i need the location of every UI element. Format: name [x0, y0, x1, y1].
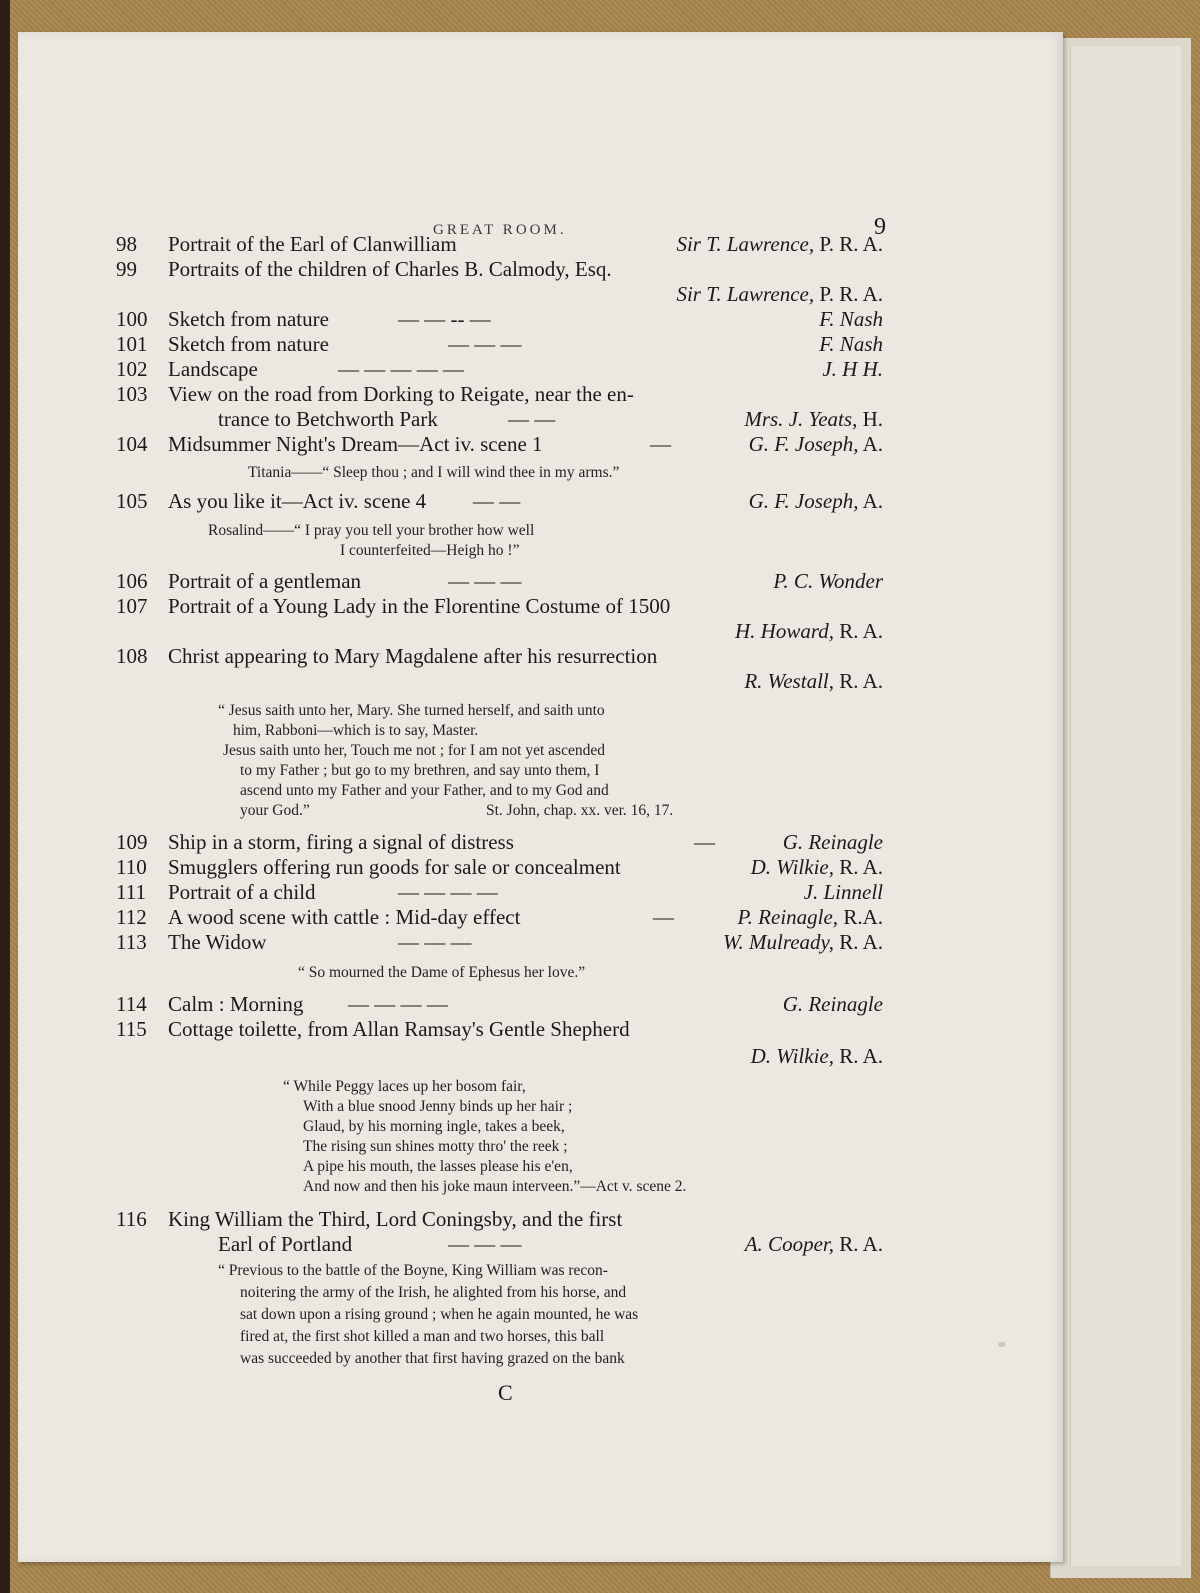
artist-suffix: A.	[862, 489, 883, 513]
entry-number: 99	[116, 257, 137, 281]
entry-number: 106	[116, 569, 148, 593]
leader-dashes: —	[650, 432, 671, 456]
entry-title: View on the road from Dorking to Reigate, near the en-	[168, 382, 634, 406]
entry-103-cont	[18, 407, 1063, 433]
entry-title: Portrait of a Young Lady in the Florentine Costume of 1500	[168, 594, 671, 618]
artist-name: P. Reinagle,	[737, 905, 839, 929]
artist-suffix: R. A.	[839, 1044, 883, 1068]
leader-dashes: —	[694, 830, 715, 854]
entry-number: 109	[116, 830, 148, 854]
entry-115-quote-line: With a blue snood Jenny binds up her hair ;	[303, 1098, 573, 1115]
artist-name: Sir T. Lawrence,	[676, 232, 815, 256]
entry-116-quote-line: fired at, the first shot killed a man and two horses, this ball	[240, 1328, 605, 1345]
leader-dashes: — — — — —	[338, 357, 464, 381]
book-page	[18, 32, 1063, 1562]
entry-title: Portrait of the Earl of Clanwilliam	[168, 232, 457, 256]
entry-108-citation: St. John, chap. xx. ver. 16, 17.	[486, 802, 674, 819]
entry-107	[18, 594, 1063, 620]
entry-113-quote: “ So mourned the Dame of Ephesus her love.”	[298, 964, 586, 981]
leader-dashes: — — — —	[398, 880, 498, 904]
entry-artist	[749, 489, 883, 514]
entry-116-cont	[18, 1232, 1063, 1258]
entry-number: 104	[116, 432, 148, 456]
entry-100	[18, 307, 1063, 333]
paper-stain	[998, 1342, 1006, 1347]
artist-name: D. Wilkie,	[750, 855, 834, 879]
entry-number: 115	[116, 1017, 147, 1041]
entry-title: Landscape	[168, 357, 258, 381]
entry-105-quote-line: I counterfeited—Heigh ho !”	[340, 542, 520, 559]
leader-dashes: —	[653, 905, 674, 929]
leader-dashes: — — — —	[348, 992, 448, 1016]
entry-title: Portrait of a child	[168, 880, 316, 904]
entry-number: 111	[116, 880, 146, 904]
entry-108-quote-line: “ Jesus saith unto her, Mary. She turned herself, and saith unto	[218, 702, 605, 719]
entry-artist	[804, 880, 883, 905]
artist-suffix: R.A.	[843, 905, 883, 929]
running-title: GREAT ROOM.	[433, 222, 567, 238]
entry-artist	[751, 855, 883, 880]
page-number: 9	[874, 214, 886, 240]
entry-title: As you like it—Act iv. scene 4	[168, 489, 427, 513]
leader-dashes: — — —	[448, 1232, 522, 1256]
artist-name: G. F. Joseph,	[748, 489, 859, 513]
entry-number: 113	[116, 930, 147, 954]
entry-111	[18, 880, 1063, 906]
artist-name: F. Nash	[819, 307, 883, 331]
entry-99	[18, 257, 1063, 283]
entry-105-quote-line: Rosalind——“ I pray you tell your brother how well	[208, 522, 535, 539]
entry-108-quote-line: ascend unto my Father and your Father, and to my God and	[240, 782, 609, 799]
entry-number: 103	[116, 382, 148, 406]
entry-title: Portrait of a gentleman	[168, 569, 362, 593]
entry-number: 112	[116, 905, 147, 929]
artist-suffix: R. A.	[839, 669, 883, 693]
entry-number: 116	[116, 1207, 147, 1231]
artist-name: G. Reinagle	[782, 830, 883, 854]
entry-116-quote-line: noitering the army of the Irish, he alighted from his horse, and	[240, 1284, 627, 1301]
entry-115-quote-line: The rising sun shines motty thro' the reek ;	[303, 1138, 568, 1155]
leader-dashes: — — —	[398, 930, 472, 954]
entry-artist	[773, 569, 883, 594]
entry-number: 98	[116, 232, 137, 256]
entry-112	[18, 905, 1063, 931]
entry-number: 105	[116, 489, 148, 513]
leader-dashes: — — —	[448, 569, 522, 593]
entry-108-quote-line: your God.”	[240, 802, 310, 819]
entry-102	[18, 357, 1063, 383]
entry-title: Smugglers offering run goods for sale or concealment	[168, 855, 621, 879]
entry-title-continuation: Earl of Portland	[218, 1232, 353, 1256]
entry-116-quote-line: “ Previous to the battle of the Boyne, King William was recon-	[218, 1262, 608, 1279]
entry-artist	[819, 332, 883, 357]
entry-artist	[744, 669, 883, 694]
artist-name: W. Mulready,	[722, 930, 834, 954]
artist-name: G. F. Joseph,	[748, 432, 859, 456]
entry-title-continuation: trance to Betchworth Park	[218, 407, 438, 431]
artist-suffix: R. A.	[839, 619, 883, 643]
entry-title: Christ appearing to Mary Magdalene after his resurrection	[168, 644, 658, 668]
entry-artist	[822, 357, 883, 382]
entry-title: Cottage toilette, from Allan Ramsay's Gentle Shepherd	[168, 1017, 630, 1041]
artist-name: H. Howard,	[735, 619, 834, 643]
entry-artist	[738, 905, 883, 930]
entry-110	[18, 855, 1063, 881]
underlying-page	[1070, 46, 1181, 1566]
entry-title: Calm : Morning	[168, 992, 304, 1016]
entry-105	[18, 489, 1063, 515]
entry-artist	[783, 992, 883, 1017]
leader-dashes: — —	[473, 489, 521, 513]
entry-title: Midsummer Night's Dream—Act iv. scene 1	[168, 432, 543, 456]
artist-name: G. Reinagle	[782, 992, 883, 1016]
entry-114	[18, 992, 1063, 1018]
entry-99-artist-line	[18, 282, 1063, 308]
entry-title: A wood scene with cattle : Mid-day effect	[168, 905, 521, 929]
entry-115-quote-line: Glaud, by his morning ingle, takes a beek,	[303, 1118, 565, 1135]
entry-artist	[783, 830, 883, 855]
artist-suffix: R. A.	[839, 855, 883, 879]
artist-name: A. Cooper,	[744, 1232, 834, 1256]
entry-number: 107	[116, 594, 148, 618]
entry-113	[18, 930, 1063, 956]
entry-number: 100	[116, 307, 148, 331]
entry-artist	[744, 407, 883, 432]
entry-108	[18, 644, 1063, 670]
entry-115-quote-line: “ While Peggy laces up her bosom fair,	[283, 1078, 526, 1095]
entry-number: 102	[116, 357, 148, 381]
entry-artist	[723, 930, 883, 955]
entry-number: 114	[116, 992, 147, 1016]
entry-104	[18, 432, 1063, 458]
entry-116	[18, 1207, 1063, 1233]
entry-108-quote-line: to my Father ; but go to my brethren, and say unto them, I	[240, 762, 600, 779]
artist-suffix: R. A.	[839, 930, 883, 954]
artist-suffix: A.	[862, 432, 883, 456]
entry-108-artist-line	[18, 669, 1063, 695]
entry-98	[18, 232, 1063, 258]
entry-title: Portraits of the children of Charles B. Calmody, Esq.	[168, 257, 612, 281]
artist-suffix: R. A.	[839, 1232, 883, 1256]
entry-103	[18, 382, 1063, 408]
artist-suffix: P. R. A.	[819, 282, 883, 306]
entry-number: 101	[116, 332, 148, 356]
entry-artist	[676, 282, 883, 307]
entry-101	[18, 332, 1063, 358]
artist-name: Sir T. Lawrence,	[676, 282, 815, 306]
entry-number: 108	[116, 644, 148, 668]
artist-name: J. Linnell	[803, 880, 883, 904]
entry-115-artist-line	[18, 1044, 1063, 1070]
leader-dashes: — — —	[448, 332, 522, 356]
entry-115	[18, 1017, 1063, 1043]
entry-artist	[751, 1044, 883, 1069]
entry-artist	[735, 619, 883, 644]
entry-106	[18, 569, 1063, 595]
artist-suffix: P. R. A.	[819, 232, 883, 256]
artist-name: D. Wilkie,	[750, 1044, 834, 1068]
leader-dashes: — — -- —	[398, 307, 491, 331]
entry-108-quote-line: Jesus saith unto her, Touch me not ; for I am not yet ascended	[223, 742, 605, 759]
entry-title: King William the Third, Lord Coningsby, and the first	[168, 1207, 623, 1231]
entry-116-quote-line: sat down upon a rising ground ; when he again mounted, he was	[240, 1306, 639, 1323]
entry-title: The Widow	[168, 930, 267, 954]
entry-artist	[676, 232, 883, 257]
entry-number: 110	[116, 855, 147, 879]
artist-name: Mrs. J. Yeats,	[744, 407, 858, 431]
entry-title: Sketch from nature	[168, 307, 329, 331]
entry-title: Ship in a storm, firing a signal of distress	[168, 830, 514, 854]
entry-115-quote-line: And now and then his joke maun interveen.”—Act v. scene 2.	[303, 1178, 687, 1195]
entry-artist	[745, 1232, 883, 1257]
leader-dashes: — —	[508, 407, 556, 431]
entry-title: Sketch from nature	[168, 332, 329, 356]
signature-mark: C	[498, 1380, 513, 1405]
artist-suffix: H.	[862, 407, 883, 431]
artist-name: P. C. Wonder	[773, 569, 883, 593]
artist-name: F. Nash	[819, 332, 883, 356]
entry-artist	[819, 307, 883, 332]
entry-104-quote: Titania——“ Sleep thou ; and I will wind thee in my arms.”	[248, 464, 620, 481]
entry-107-artist-line	[18, 619, 1063, 645]
entry-115-quote-line: A pipe his mouth, the lasses please his e'en,	[303, 1158, 573, 1175]
artist-name: R. Westall,	[744, 669, 834, 693]
entry-116-quote-line: was succeeded by another that first having grazed on the bank	[240, 1350, 625, 1367]
entry-artist	[749, 432, 883, 457]
cover-edge	[0, 0, 10, 1593]
entry-109	[18, 830, 1063, 856]
entry-108-quote-line: him, Rabboni—which is to say, Master.	[233, 722, 479, 739]
artist-name: J. H H.	[822, 357, 883, 381]
